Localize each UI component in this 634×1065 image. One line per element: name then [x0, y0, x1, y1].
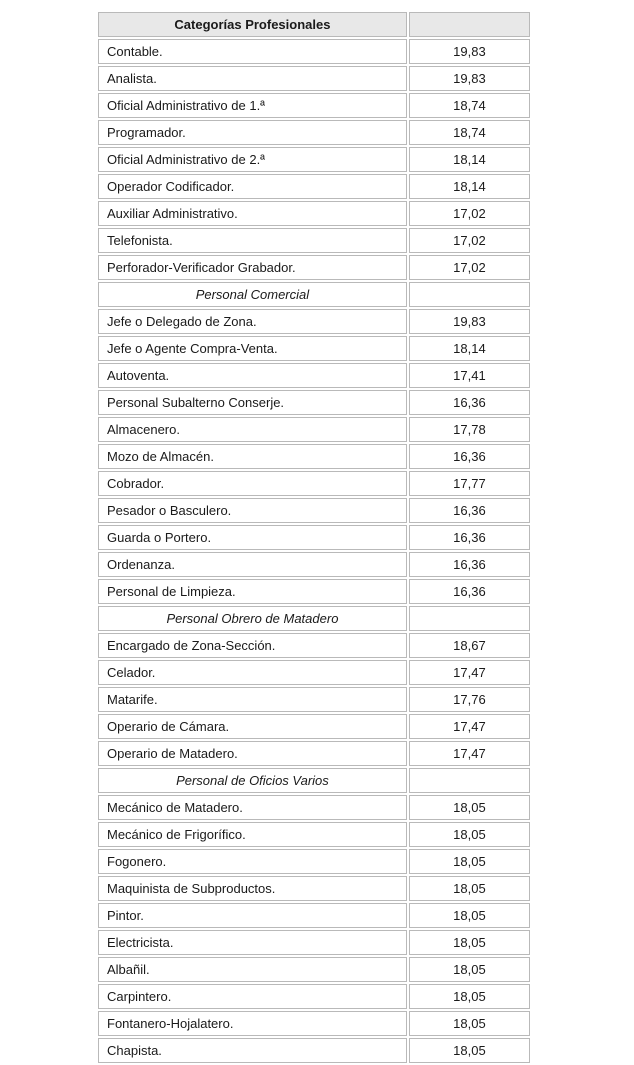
category-value: 18,05: [409, 1011, 530, 1036]
category-value: 17,78: [409, 417, 530, 442]
section-empty-cell: [409, 282, 530, 307]
category-label: Fogonero.: [98, 849, 407, 874]
category-value: 19,83: [409, 39, 530, 64]
section-empty-cell: [409, 768, 530, 793]
category-value: 18,14: [409, 336, 530, 361]
category-value: 18,05: [409, 957, 530, 982]
category-label: Oficial Administrativo de 1.ª: [98, 93, 407, 118]
section-row: [98, 768, 530, 793]
category-value: 17,47: [409, 660, 530, 685]
category-label: Operario de Matadero.: [98, 741, 407, 766]
category-value: 16,36: [409, 444, 530, 469]
category-value: 19,83: [409, 309, 530, 334]
category-value: 18,05: [409, 903, 530, 928]
table-row: [98, 228, 530, 253]
section-row: [98, 282, 530, 307]
table-row: [98, 660, 530, 685]
table-row: [98, 174, 530, 199]
category-value: 18,05: [409, 1038, 530, 1063]
category-value: 18,05: [409, 930, 530, 955]
table-row: [98, 1011, 530, 1036]
table-row: [98, 363, 530, 388]
category-label: Jefe o Agente Compra-Venta.: [98, 336, 407, 361]
category-value: 18,74: [409, 93, 530, 118]
category-value: 19,83: [409, 66, 530, 91]
category-value: 18,05: [409, 849, 530, 874]
category-value: 18,05: [409, 876, 530, 901]
category-label: Mecánico de Frigorífico.: [98, 822, 407, 847]
table-row: [98, 93, 530, 118]
table-row: [98, 633, 530, 658]
table-row: [98, 903, 530, 928]
table-row: [98, 714, 530, 739]
table-row: [98, 309, 530, 334]
section-label: Personal Comercial: [98, 282, 407, 307]
category-value: 17,47: [409, 714, 530, 739]
table-row: [98, 444, 530, 469]
category-label: Mozo de Almacén.: [98, 444, 407, 469]
category-label: Operario de Cámara.: [98, 714, 407, 739]
category-value: 16,36: [409, 579, 530, 604]
table-row: [98, 552, 530, 577]
category-label: Albañil.: [98, 957, 407, 982]
category-label: Celador.: [98, 660, 407, 685]
table-header-row: [98, 12, 530, 37]
category-value: 16,36: [409, 525, 530, 550]
table-row: [98, 417, 530, 442]
category-value: 18,74: [409, 120, 530, 145]
category-label: Pintor.: [98, 903, 407, 928]
category-value: 17,47: [409, 741, 530, 766]
table-row: [98, 390, 530, 415]
section-row: [98, 606, 530, 631]
table-row: [98, 471, 530, 496]
category-value: 17,02: [409, 201, 530, 226]
table-row: [98, 741, 530, 766]
section-empty-cell: [409, 606, 530, 631]
table-body: [98, 39, 530, 1063]
category-label: Encargado de Zona-Sección.: [98, 633, 407, 658]
category-value: 18,67: [409, 633, 530, 658]
category-label: Oficial Administrativo de 2.ª: [98, 147, 407, 172]
category-label: Mecánico de Matadero.: [98, 795, 407, 820]
professional-categories-table: [96, 10, 532, 1065]
category-label: Personal Subalterno Conserje.: [98, 390, 407, 415]
category-value: 17,76: [409, 687, 530, 712]
category-value: 17,41: [409, 363, 530, 388]
table-row: [98, 255, 530, 280]
category-value: 18,14: [409, 174, 530, 199]
category-label: Contable.: [98, 39, 407, 64]
category-label: Auxiliar Administrativo.: [98, 201, 407, 226]
table-row: [98, 849, 530, 874]
table-row: [98, 957, 530, 982]
category-label: Ordenanza.: [98, 552, 407, 577]
table-row: [98, 201, 530, 226]
category-label: Jefe o Delegado de Zona.: [98, 309, 407, 334]
category-label: Matarife.: [98, 687, 407, 712]
category-label: Carpintero.: [98, 984, 407, 1009]
category-value: 16,36: [409, 390, 530, 415]
category-label: Maquinista de Subproductos.: [98, 876, 407, 901]
category-value: 16,36: [409, 498, 530, 523]
table-row: [98, 930, 530, 955]
table-row: [98, 822, 530, 847]
category-label: Autoventa.: [98, 363, 407, 388]
section-label: Personal de Oficios Varios: [98, 768, 407, 793]
category-label: Fontanero-Hojalatero.: [98, 1011, 407, 1036]
table-row: [98, 579, 530, 604]
table-row: [98, 984, 530, 1009]
category-value: 18,05: [409, 984, 530, 1009]
category-value: 17,02: [409, 255, 530, 280]
category-label: Pesador o Basculero.: [98, 498, 407, 523]
category-value: 16,36: [409, 552, 530, 577]
table-row: [98, 39, 530, 64]
category-label: Guarda o Portero.: [98, 525, 407, 550]
table-row: [98, 795, 530, 820]
category-value: 18,05: [409, 795, 530, 820]
category-label: Personal de Limpieza.: [98, 579, 407, 604]
category-label: Perforador-Verificador Grabador.: [98, 255, 407, 280]
table-row: [98, 120, 530, 145]
table-row: [98, 687, 530, 712]
category-label: Programador.: [98, 120, 407, 145]
table-row: [98, 1038, 530, 1063]
table-row: [98, 498, 530, 523]
category-value: 17,77: [409, 471, 530, 496]
table-row: [98, 66, 530, 91]
category-label: Cobrador.: [98, 471, 407, 496]
table-row: [98, 876, 530, 901]
category-label: Chapista.: [98, 1038, 407, 1063]
category-label: Analista.: [98, 66, 407, 91]
header-value-column: [409, 12, 530, 37]
category-label: Electricista.: [98, 930, 407, 955]
header-categories-label: Categorías Profesionales: [98, 12, 407, 37]
category-value: 17,02: [409, 228, 530, 253]
category-label: Operador Codificador.: [98, 174, 407, 199]
table-row: [98, 525, 530, 550]
table-row: [98, 336, 530, 361]
table-row: [98, 147, 530, 172]
category-label: Almacenero.: [98, 417, 407, 442]
category-value: 18,05: [409, 822, 530, 847]
category-label: Telefonista.: [98, 228, 407, 253]
section-label: Personal Obrero de Matadero: [98, 606, 407, 631]
category-value: 18,14: [409, 147, 530, 172]
